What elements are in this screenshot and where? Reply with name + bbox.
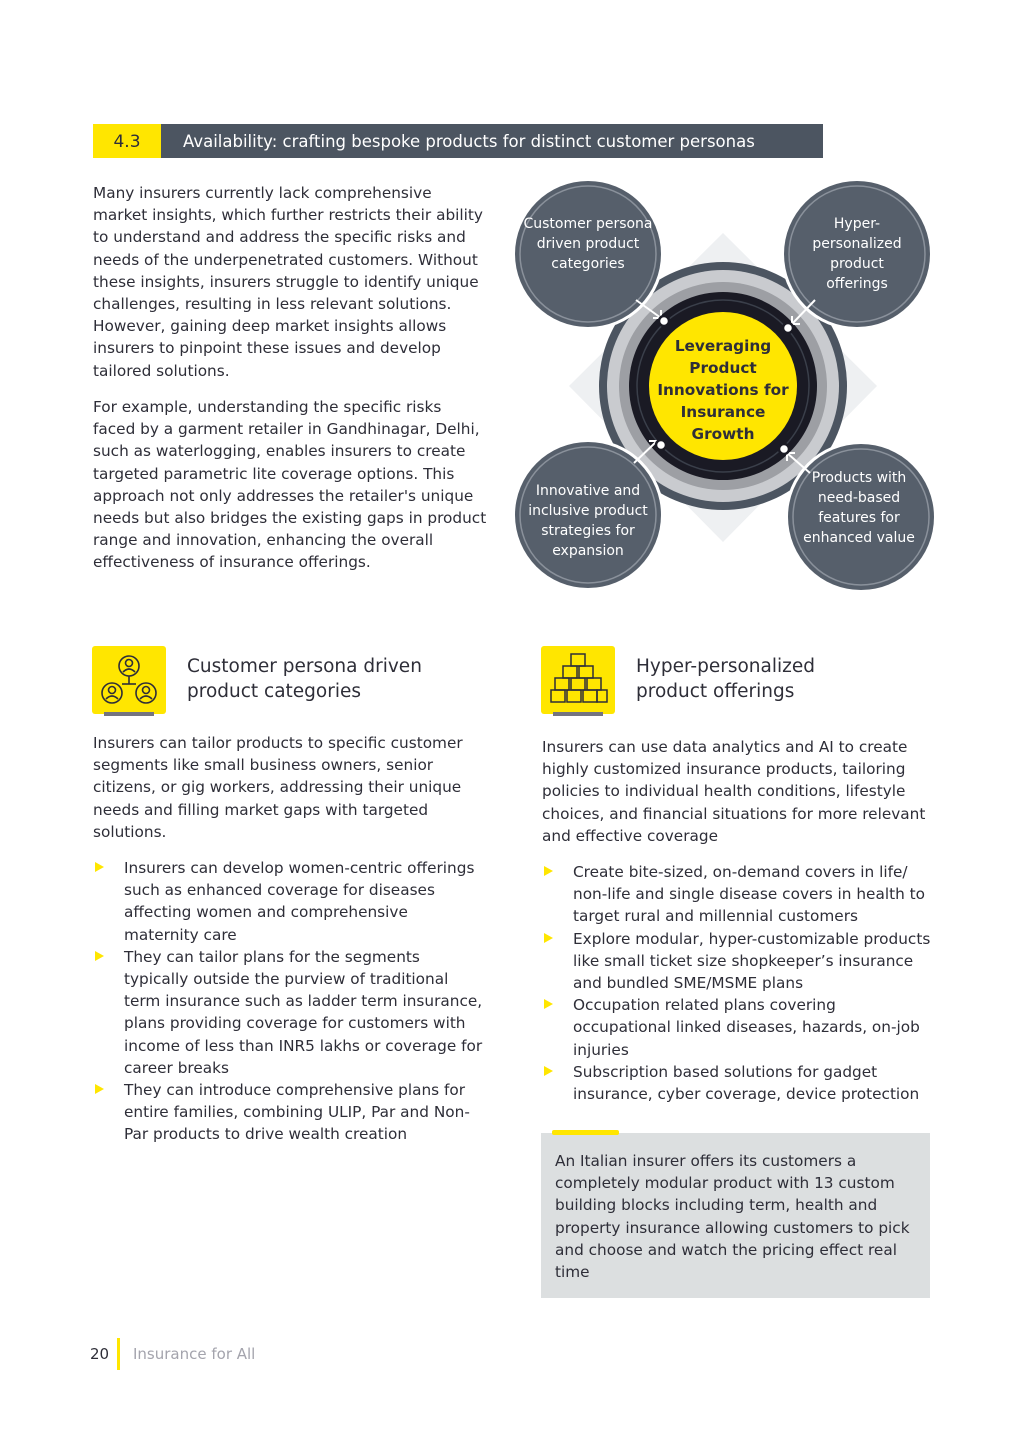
diagram-bottom-right-label: Products with need-based features for enhanced value (803, 470, 915, 546)
diagram-center-label: Leveraging Product Innovations for Insurance Growth (657, 337, 789, 443)
list-item: Occupation related plans covering occupational linked diseases, hazards, on-job injuries (542, 994, 934, 1061)
list-item: Create bite-sized, on-demand covers in life/ non-life and single disease covers in health to target rural and millennial customers (542, 861, 934, 928)
list-item: They can tailor plans for the segments typically outside the purview of traditional term insurance such as ladder term insurance, plans providing coverage for customers with income of less than INR5 lakhs or coverage for career breaks (93, 946, 485, 1079)
page-number: 20 (90, 1345, 110, 1363)
left-bullet-list (93, 857, 485, 1146)
section-title: Availability: crafting bespoke products for distinct customer personas (161, 124, 823, 158)
right-bullet-list (542, 861, 934, 1105)
left-section-heading (187, 654, 487, 704)
list-item: They can introduce comprehensive plans for entire families, combining ULIP, Par and Non-Par products to drive wealth creation (93, 1079, 485, 1146)
right-heading-line1: Hyper-personalized (636, 656, 815, 677)
list-item: Subscription based solutions for gadget insurance, cyber coverage, device protection (542, 1061, 934, 1105)
left-heading-line2: product categories (187, 681, 362, 702)
callout-text: An Italian insurer offers its customers a completely modular product with 13 custom building blocks including term, health and property insurance allowing customers to pick and choose and watch the pricing effect real time (555, 1152, 910, 1282)
right-section-heading (636, 654, 936, 704)
intro-paragraph-1: Many insurers currently lack comprehensive market insights, which further restricts their ability to understand and address the specific risks and needs of the underpenetrated customers. Without these insights, insurers struggle to identify unique challenges, resulting in less relevant solutions. However, gaining deep market insights allows insurers to pinpoint these issues and develop tailored solutions. (93, 184, 483, 380)
callout-accent-bar (552, 1130, 619, 1135)
section-number: 4.3 (93, 124, 161, 158)
people-network-icon (92, 646, 166, 714)
left-heading-line1: Customer persona driven (187, 656, 422, 677)
stacked-cubes-icon (541, 646, 615, 714)
case-study-callout (541, 1133, 930, 1298)
diagram-top-right-label: Hyper-personalized product offerings (812, 216, 902, 292)
list-item: Insurers can develop women-centric offerings such as enhanced coverage for diseases affecting women and comprehensive maternity care (93, 857, 485, 946)
right-heading-line2: product offerings (636, 681, 795, 702)
left-section-intro: Insurers can tailor products to specific customer segments like small business owners, senior citizens, or gig workers, addressing their unique needs and filling market gaps with targeted solutions. (93, 734, 463, 841)
list-item: Explore modular, hyper-customizable products like small ticket size shopkeeper’s insurance and bundled SME/MSME plans (542, 928, 934, 995)
diagram-bottom-left-label: Innovative and inclusive product strategies for expansion (528, 483, 648, 559)
footer-divider (117, 1338, 120, 1370)
product-innovation-diagram (505, 178, 945, 598)
diagram-top-left-label: Customer persona driven product categories (523, 216, 653, 272)
right-section-intro: Insurers can use data analytics and AI to create highly customized insurance products, tailoring policies to individual health conditions, lifestyle choices, and financial situations for more relevant and effective coverage (542, 738, 926, 845)
footer-title: Insurance for All (133, 1345, 256, 1363)
intro-paragraph-2: For example, understanding the specific risks faced by a garment retailer in Gandhinagar, Delhi, such as waterlogging, enables insurers to create targeted parametric lite coverage options. This approach not only addresses the retailer's unique needs but also bridges the existing gaps in product range and innovation, enhancing the overall effectiveness of insurance offerings. (93, 398, 487, 572)
